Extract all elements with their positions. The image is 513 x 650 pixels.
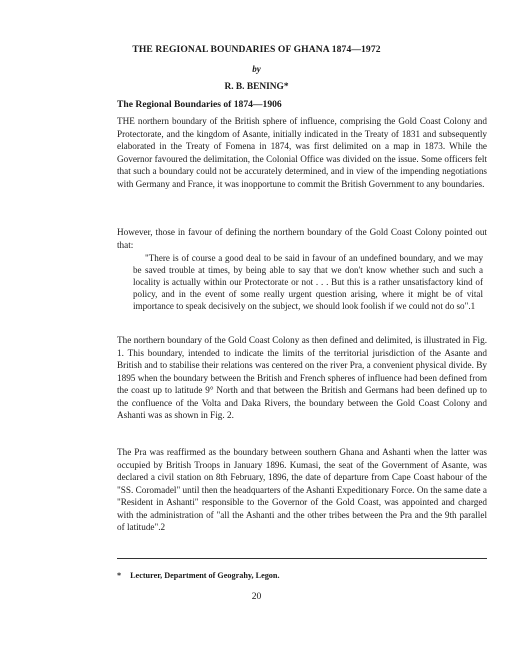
footnote-mark: *	[117, 571, 122, 580]
paragraph-1: THE northern boundary of the British sphere of influence, comprising the Gold Coast Colony and Protectorate, and the kingdom of Asante, initially indicated in the Treaty of 1831 and subsequently elaborated in the Treaty of Fomena in 1874, was first delimited on a map in 1873. While the Governor favoured the delimitation, the Colonial Office was divided on the issue. Some officers felt that such a boundary could not be accurately determined, and in view of the impending negotiations with Germany and France, it was inopportune to commit the British Government to any boundaries.	[117, 116, 487, 189]
section-heading: The Regional Boundaries of 1874—1906	[117, 99, 282, 110]
page-number: 20	[251, 591, 262, 602]
paragraph-4: The Pra was reaffirmed as the boundary between southern Ghana and Ashanti when the latter was occupied by British Troops in January 1896. Kumasi, the seat of the Government of Asante, was declared a civil station on 8th February, 1896, the date of departure from Cape Coast habour of the "SS. Coromadel" until then the headquarters of the Ashanti Expeditionary Force. On the same date a "Resident in Ashanti" responsible to the Governor of the Gold Coast, was appointed and charged with the administration of "all the Ashanti and the other tribes between the Pra and the 9th parallel of latitude".2	[117, 447, 487, 532]
footnote-divider	[117, 558, 487, 559]
paragraph-3: The northern boundary of the Gold Coast Colony as then defined and delimited, is illustrated in Fig. 1. This boundary, intended to indicate the limits of the territorial jurisdiction of the Asante and British and to stabilise their relations was centered on the river Pra, a convenient physical divide. By 1895 when the boundary between the British and French spheres of influence had been defined from the coast up to latitude 9° North and that between the British and Germans had been defined up to the confluence of the Volta and Daka Rivers, the boundary between the Gold Coast Colony and Ashanti was as shown in Fig. 2.	[117, 335, 487, 420]
block-quote: "There is of course a good deal to be said in favour of an undefined boundary, and we may be saved trouble at times, by being able to say that we don't know whether such and such a locality is actually within our Protectorate or not . . . But this is a rather unsatisfactory kind of policy, and in the event of some really urgent question arising, where it might be of vital importance to speak decisively on the subject, we should look foolish if we could not do so".1	[133, 253, 483, 311]
paragraph-2: However, those in favour of defining the northern boundary of the Gold Coast Colony pointed out that:	[117, 227, 487, 250]
footnote-text: Lecturer, Department of Geograhy, Legon.	[130, 571, 280, 580]
article-title: THE REGIONAL BOUNDARIES OF GHANA 1874—1972	[132, 44, 381, 55]
author-name: R. B. BENING*	[224, 82, 289, 92]
byline-by: by	[252, 64, 261, 74]
footnote	[117, 571, 280, 580]
